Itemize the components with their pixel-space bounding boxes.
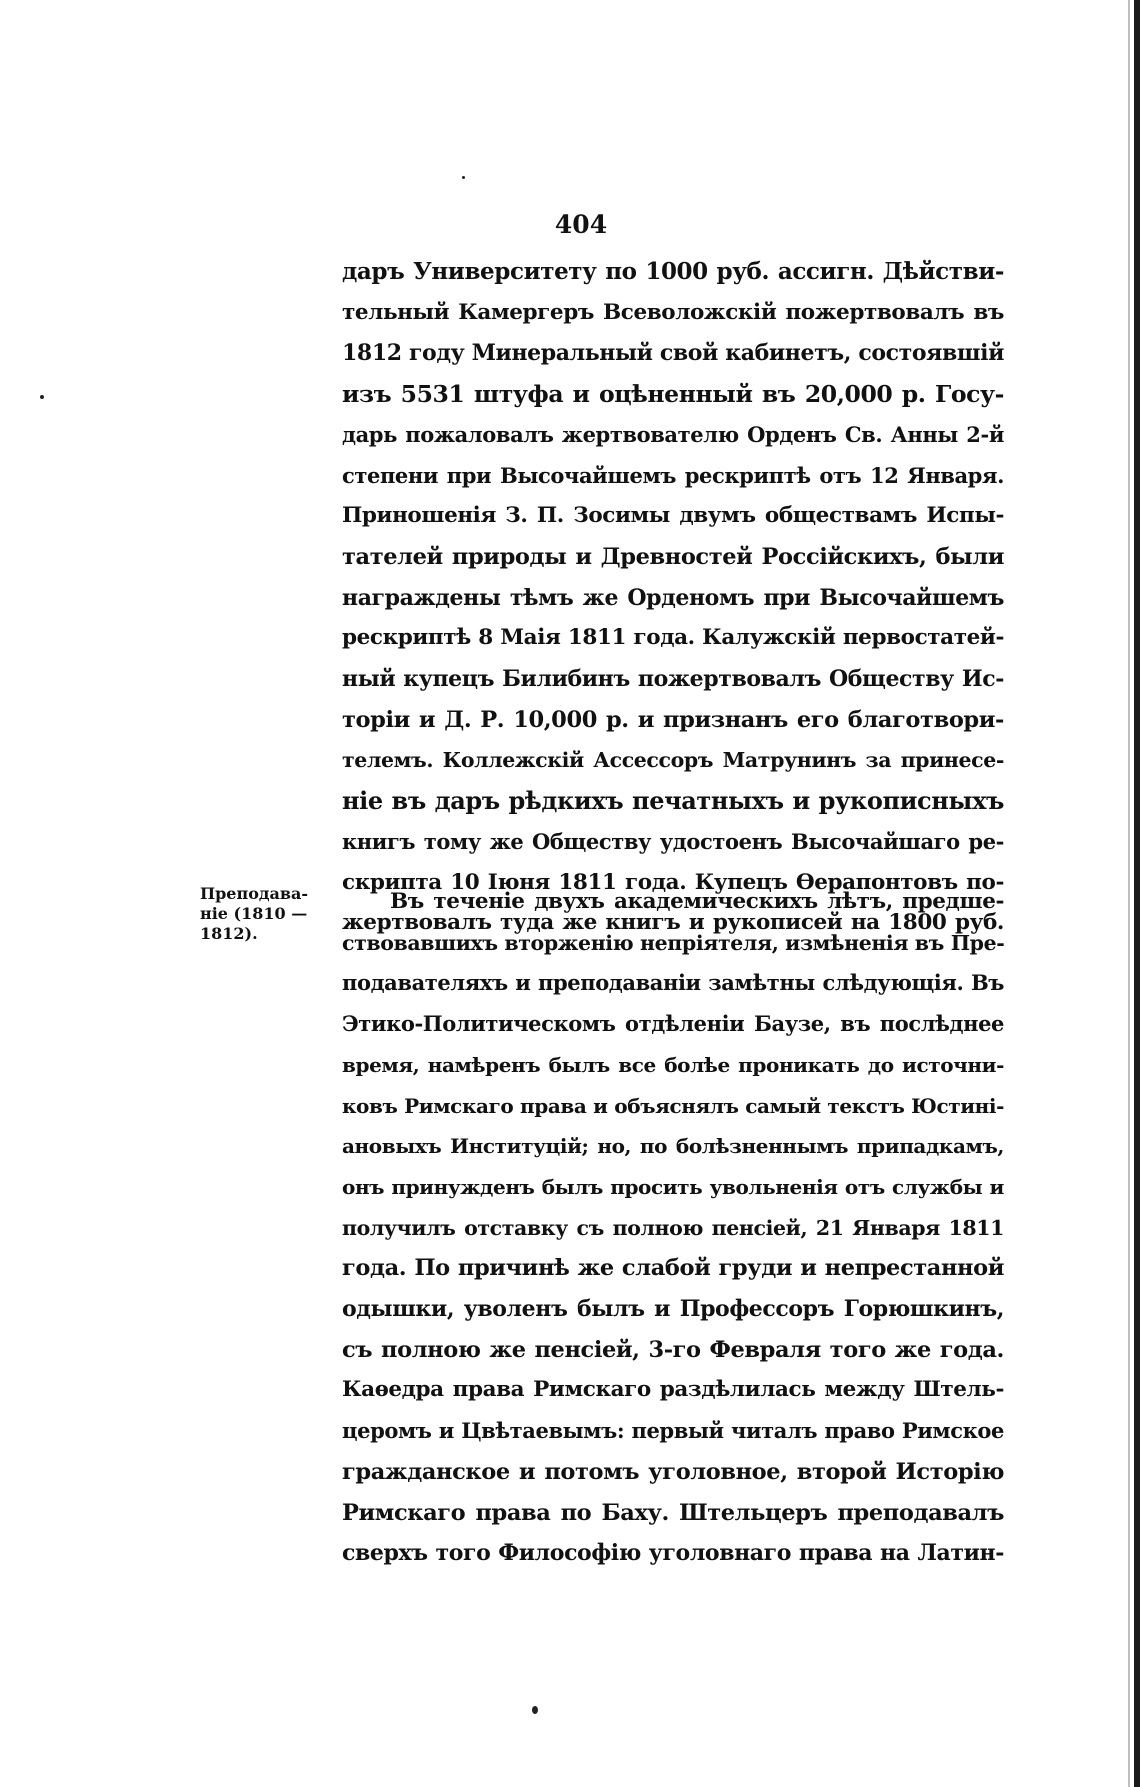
marginal-note	[200, 884, 340, 944]
text-line: получилъ отставку съ полною пенсіей, 21 Января 1811	[342, 1215, 1004, 1240]
text-line: Этико-Политическомъ отдѣленіи Баузе, въ послѣднее	[342, 1011, 1004, 1037]
text-line: ствовавшихъ вторженію непріятеля, измѣненія въ Пре-	[342, 930, 1004, 955]
page-number: 404	[554, 210, 608, 239]
text-line: рескриптѣ 8 Маія 1811 года. Калужскій первостатей-	[342, 625, 1004, 651]
text-line: 1812 году Минеральный свой кабинетъ, состоявшій	[342, 340, 1004, 367]
text-line: время, намѣренъ былъ все болѣе проникать до источни-	[342, 1052, 1004, 1077]
text-line: жертвовалъ туда же книгъ и рукописей на 1800 руб.	[342, 910, 1004, 936]
text-line: Приношенія З. П. Зосимы двумъ обществамъ Испы-	[342, 503, 1004, 529]
marginal-note-line: ніе (1810 —	[200, 904, 308, 923]
scan-edge-shadow	[1128, 0, 1130, 1787]
text-line: онъ принужденъ былъ просить увольненія отъ службы и	[342, 1174, 1004, 1199]
text-line: тельный Камергеръ Всеволожскій пожертвовалъ въ	[342, 299, 1004, 325]
text-line: Въ теченіе двухъ академическихъ лѣтъ, предше-	[390, 889, 1004, 914]
text-line: ніе въ даръ рѣдкихъ печатныхъ и рукописныхъ	[342, 786, 1004, 816]
ink-speck	[462, 176, 465, 179]
ink-speck	[40, 395, 44, 399]
text-line: награждены тѣмъ же Орденомъ при Высочайшемъ	[342, 584, 1004, 611]
marginal-note-line: Преподава-	[200, 884, 309, 903]
text-line: одышки, уволенъ былъ и Профессоръ Горюшкинъ,	[342, 1296, 1004, 1323]
marginal-note-line: 1812).	[200, 924, 258, 943]
text-line: ковъ Римскаго права и объяснялъ самый текстъ Юстині-	[342, 1093, 1004, 1118]
paragraph-1	[342, 252, 1004, 944]
text-line: ановыхъ Институцій; но, по болѣзненнымъ припадкамъ,	[342, 1134, 1004, 1159]
text-line: торіи и Д. Р. 10,000 р. и признанъ его благотвори-	[342, 706, 1004, 733]
scan-edge	[1134, 0, 1140, 1787]
text-line: сверхъ того Философію уголовнаго права на Латин-	[342, 1540, 1004, 1567]
paragraph-2	[342, 882, 1004, 1574]
text-line: подавателяхъ и преподаваніи замѣтны слѣдующія. Въ	[342, 970, 1004, 996]
text-line: гражданское и потомъ уголовное, второй Исторію	[342, 1458, 1004, 1485]
text-line: изъ 5531 штуфа и оцѣненный въ 20,000 р. Госу-	[342, 380, 1004, 409]
text-line: телемъ. Коллежскій Ассессоръ Матрунинъ за принесе-	[342, 748, 1004, 773]
text-line: книгъ тому же Обществу удостоенъ Высочайшаго ре-	[342, 828, 1004, 854]
text-line: даръ Университету по 1000 руб. ассигн. Дѣйстви-	[342, 258, 1004, 285]
text-line: тателей природы и Древностей Россійскихъ, были	[342, 543, 1004, 570]
text-line: скрипта 10 Іюня 1811 года. Купецъ Ѳерапонтовъ по-	[342, 869, 1004, 895]
text-line: Каѳедра права Римскаго раздѣлилась между Штель-	[342, 1377, 1004, 1403]
text-line: ный купецъ Билибинъ пожертвовалъ Обществу Ис-	[342, 666, 1004, 693]
text-line: Римскаго права по Баху. Штельцеръ преподавалъ	[342, 1499, 1004, 1526]
text-line: церомъ и Цвѣтаевымъ: первый читалъ право Римское	[342, 1418, 1004, 1444]
text-line: степени при Высочайшемъ рескриптѣ отъ 12 Января.	[342, 462, 1004, 488]
text-line: съ полною же пенсіей, 3-го Февраля того же года.	[342, 1336, 1004, 1363]
text-line: дарь пожаловалъ жертвователю Орденъ Св. Анны 2-й	[342, 421, 1004, 447]
ink-speck	[532, 1706, 538, 1714]
text-line: года. По причинѣ же слабой груди и непрестанной	[342, 1255, 1004, 1282]
